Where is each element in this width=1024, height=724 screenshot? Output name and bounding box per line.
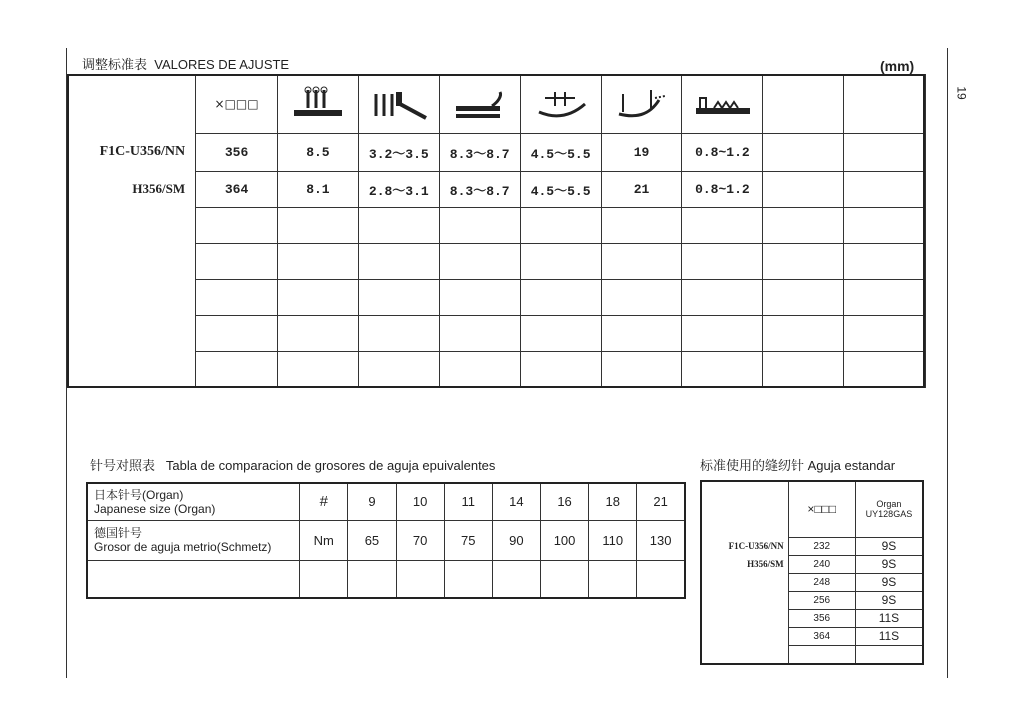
needle-cell: 16	[540, 483, 588, 520]
needle-cell: 90	[492, 520, 540, 560]
needle-row-organ	[87, 483, 685, 520]
metric-label-cn: 德国针号	[94, 526, 143, 540]
unit-label: (mm)	[880, 58, 915, 74]
organ-symbol: #	[300, 483, 348, 520]
needle-gauge-icon	[358, 75, 439, 133]
feed-dog-height-icon	[682, 75, 763, 133]
standard-code: 240	[788, 555, 855, 573]
code-header: ×□□□	[196, 75, 278, 133]
needle-cell: 10	[396, 483, 444, 520]
adjust-cell: 8.3～8.7	[439, 133, 520, 171]
standard-corner	[701, 481, 788, 537]
standard-row	[701, 555, 923, 573]
standard-row	[701, 627, 923, 645]
standard-needle-header-a: Organ	[876, 499, 902, 510]
standard-needle: 9S	[855, 555, 923, 573]
needle-title	[90, 455, 495, 474]
needle-cell: 75	[444, 520, 492, 560]
adjust-cell: 8.1	[277, 171, 358, 207]
adjust-table	[67, 74, 925, 388]
needle-title-cn: 针号对照表	[90, 458, 156, 473]
adjust-corner	[68, 75, 196, 133]
needle-cell: 130	[637, 520, 685, 560]
organ-label-cn: 日本针号(Organ)	[94, 487, 184, 502]
standard-code: 256	[788, 591, 855, 609]
standard-needle: 9S	[855, 591, 923, 609]
standard-needle: 11S	[855, 627, 923, 645]
needle-guard-icon	[520, 75, 601, 133]
adjust-cell	[763, 133, 844, 171]
adjust-cell: 0.8~1.2	[682, 171, 763, 207]
needle-cell: 65	[348, 520, 396, 560]
adjust-cell: 4.5～5.5	[520, 171, 601, 207]
adjust-title	[82, 54, 289, 73]
adjust-title-cn: 调整标准表	[82, 57, 148, 72]
adjust-cell: 4.5～5.5	[520, 133, 601, 171]
adjust-title-es: VALORES DE AJUSTE	[154, 57, 290, 72]
metric-label	[87, 520, 300, 560]
adjust-cell: 21	[601, 171, 682, 207]
standard-code: 248	[788, 573, 855, 591]
metric-symbol: Nm	[300, 520, 348, 560]
standard-row	[701, 573, 923, 591]
needle-table	[86, 482, 686, 599]
looper-needle-clearance-icon	[601, 75, 682, 133]
right-tick-line	[925, 74, 926, 388]
adjust-empty-header-1	[763, 75, 844, 133]
standard-row	[701, 537, 923, 555]
needle-cell: 14	[492, 483, 540, 520]
standard-title-cn: 标准使用的缝纫针	[700, 458, 805, 473]
standard-model-label: F1C-U356/NN	[728, 541, 784, 551]
adjust-cell: 19	[601, 133, 682, 171]
metric-label-es: Grosor de aguja metrio(Schmetz)	[94, 540, 272, 554]
adjust-empty-row	[68, 315, 924, 351]
adjust-cell	[843, 171, 924, 207]
needle-row-metric	[87, 520, 685, 560]
standard-row	[701, 591, 923, 609]
standard-needle: 9S	[855, 537, 923, 555]
standard-table	[700, 480, 924, 665]
needle-title-es: Tabla de comparacion de grosores de aguja epuivalentes	[165, 458, 496, 473]
page-number: 19	[954, 86, 969, 100]
standard-needle: 9S	[855, 573, 923, 591]
needle-cell: 9	[348, 483, 396, 520]
standard-model-label: H356/SM	[747, 559, 784, 569]
needle-cell: 11	[444, 483, 492, 520]
adjust-cell: 8.3～8.7	[439, 171, 520, 207]
standard-code: 232	[788, 537, 855, 555]
standard-header-row	[701, 481, 923, 537]
needle-cell: 18	[589, 483, 637, 520]
organ-label-en: Japanese size (Organ)	[94, 501, 216, 516]
adjust-cell: 356	[196, 133, 278, 171]
standard-row	[701, 609, 923, 627]
standard-empty-row	[701, 645, 923, 664]
standard-title	[700, 455, 895, 474]
adjust-cell: 8.5	[277, 133, 358, 171]
adjust-cell: 3.2～3.5	[358, 133, 439, 171]
adjust-row	[68, 133, 924, 171]
model-label: H356/SM	[132, 181, 186, 196]
needle-cell: 21	[637, 483, 685, 520]
adjust-cell: 364	[196, 171, 278, 207]
needle-empty-row	[87, 560, 685, 598]
standard-needle-header-b: UY128GAS	[865, 509, 913, 520]
adjust-header-row	[68, 75, 924, 133]
adjust-row	[68, 171, 924, 207]
looper-timing-icon	[439, 75, 520, 133]
needle-cell: 110	[589, 520, 637, 560]
adjust-cell	[763, 171, 844, 207]
standard-code: 356	[788, 609, 855, 627]
adjust-empty-row	[68, 351, 924, 387]
adjust-cell: 0.8~1.2	[682, 133, 763, 171]
model-label: F1C-U356/NN	[99, 144, 186, 159]
standard-code-header: ×□□□	[788, 481, 855, 537]
adjust-empty-header-2	[843, 75, 924, 133]
organ-label	[87, 483, 300, 520]
standard-title-es: Aguja estandar	[807, 458, 896, 473]
adjust-empty-row	[68, 207, 924, 243]
standard-code: 364	[788, 627, 855, 645]
adjust-cell	[843, 133, 924, 171]
needle-bar-height-icon	[277, 75, 358, 133]
adjust-empty-row	[68, 279, 924, 315]
standard-needle: 11S	[855, 609, 923, 627]
needle-cell: 100	[540, 520, 588, 560]
needle-cell: 70	[396, 520, 444, 560]
adjust-cell: 2.8～3.1	[358, 171, 439, 207]
right-margin-line	[947, 48, 948, 678]
standard-needle-header	[855, 481, 923, 537]
adjust-empty-row	[68, 243, 924, 279]
